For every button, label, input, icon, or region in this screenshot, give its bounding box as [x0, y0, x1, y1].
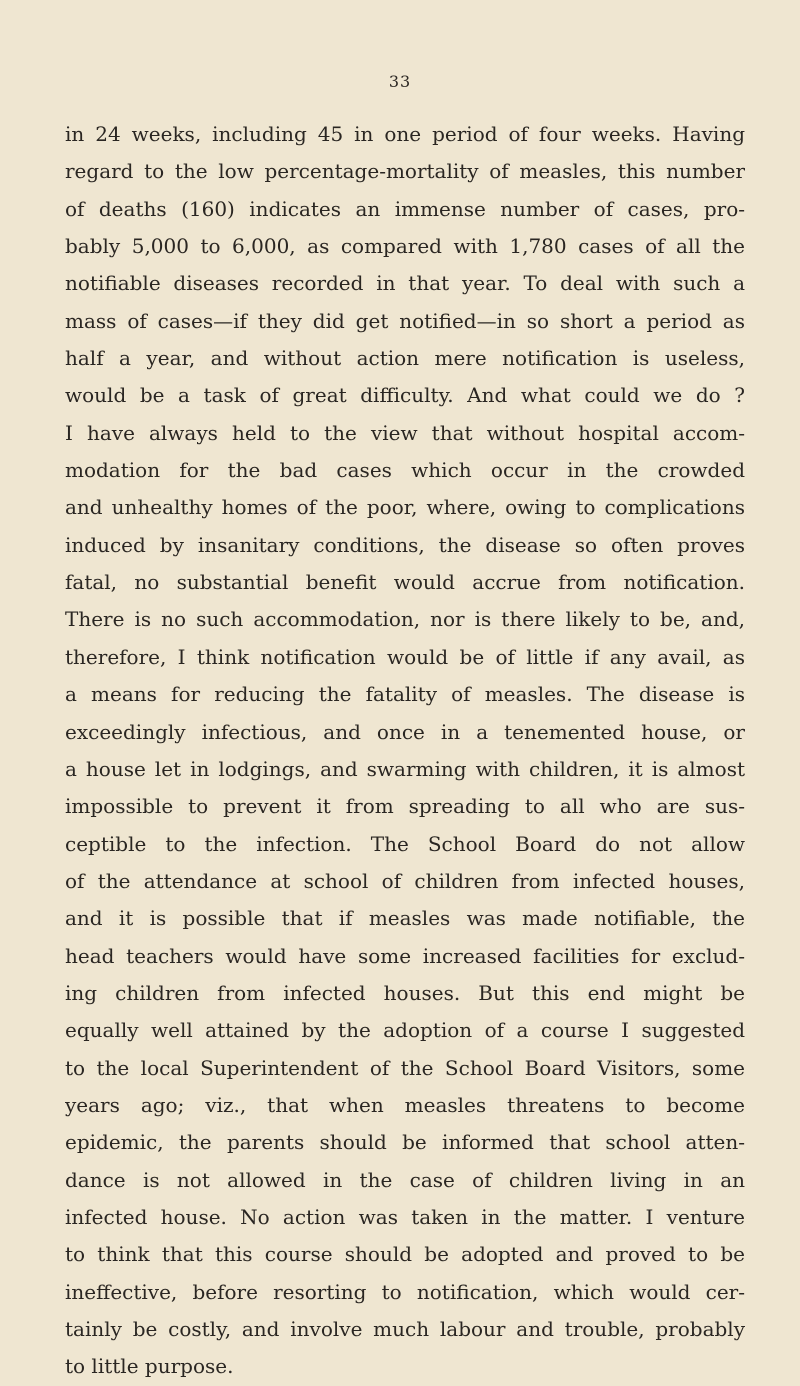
text-line: therefore, I think notification would be of little if any avail, as	[65, 644, 745, 669]
text-line: to the local Superintendent of the School Board Visitors, some	[65, 1055, 745, 1080]
text-line: bably 5,000 to 6,000, as compared with 1,780 cases of all the	[65, 234, 745, 259]
text-line: to think that this course should be adopted and proved to be	[65, 1242, 745, 1267]
text-line: fatal, no substantial benefit would accrue from notification.	[65, 570, 745, 595]
text-line: infected house. No action was taken in the matter. I venture	[65, 1204, 745, 1229]
text-line: in 24 weeks, including 45 in one period of four weeks. Having	[65, 122, 745, 146]
text-line: impossible to prevent it from spreading to all who are sus-	[65, 794, 745, 819]
text-line: and it is possible that if measles was made notifiable, the	[65, 906, 745, 931]
text-line: epidemic, the parents should be informed that school atten-	[65, 1130, 745, 1155]
text-line: a house let in lodgings, and swarming with children, it is almost	[65, 756, 745, 781]
body-text	[65, 116, 745, 1386]
text-line: years ago; viz., that when measles threatens to become	[65, 1092, 745, 1117]
page-number: 33	[388, 72, 412, 91]
text-line: regard to the low percentage-mortality of measles, this number	[65, 159, 745, 184]
text-line: mass of cases—if they did get notified—in so short a period as	[65, 308, 745, 333]
text-line: ing children from infected houses. But this end might be	[65, 980, 745, 1005]
text-line: of the attendance at school of children from infected houses,	[65, 868, 745, 893]
text-line: would be a task of great difficulty. And what could we do ?	[65, 383, 745, 408]
text-line: There is no such accommodation, nor is there likely to be, and,	[65, 607, 745, 632]
text-line: tainly be costly, and involve much labour and trouble, probably	[65, 1317, 745, 1341]
text-line: induced by insanitary conditions, the disease so often proves	[65, 532, 745, 557]
text-line: half a year, and without action mere notification is useless,	[65, 346, 745, 371]
text-line: exceedingly infectious, and once in a tenemented house, or	[65, 719, 745, 744]
text-line: equally well attained by the adoption of a course I suggested	[65, 1018, 745, 1043]
text-line: to little purpose.	[65, 1354, 234, 1379]
text-line: modation for the bad cases which occur in the crowded	[65, 458, 745, 483]
text-line: I have always held to the view that without hospital accom-	[65, 420, 745, 445]
text-line: ineffective, before resorting to notification, which would cer-	[65, 1279, 745, 1304]
text-line: ceptible to the infection. The School Board do not allow	[65, 831, 745, 856]
text-line: notifiable diseases recorded in that year. To deal with such a	[65, 271, 745, 296]
text-line: and unhealthy homes of the poor, where, owing to complications	[65, 495, 745, 520]
text-line: dance is not allowed in the case of children living in an	[65, 1167, 745, 1192]
text-line: a means for reducing the fatality of measles. The disease is	[65, 682, 745, 707]
text-line: of deaths (160) indicates an immense number of cases, pro-	[65, 196, 745, 221]
text-line: head teachers would have some increased facilities for exclud-	[65, 943, 745, 968]
